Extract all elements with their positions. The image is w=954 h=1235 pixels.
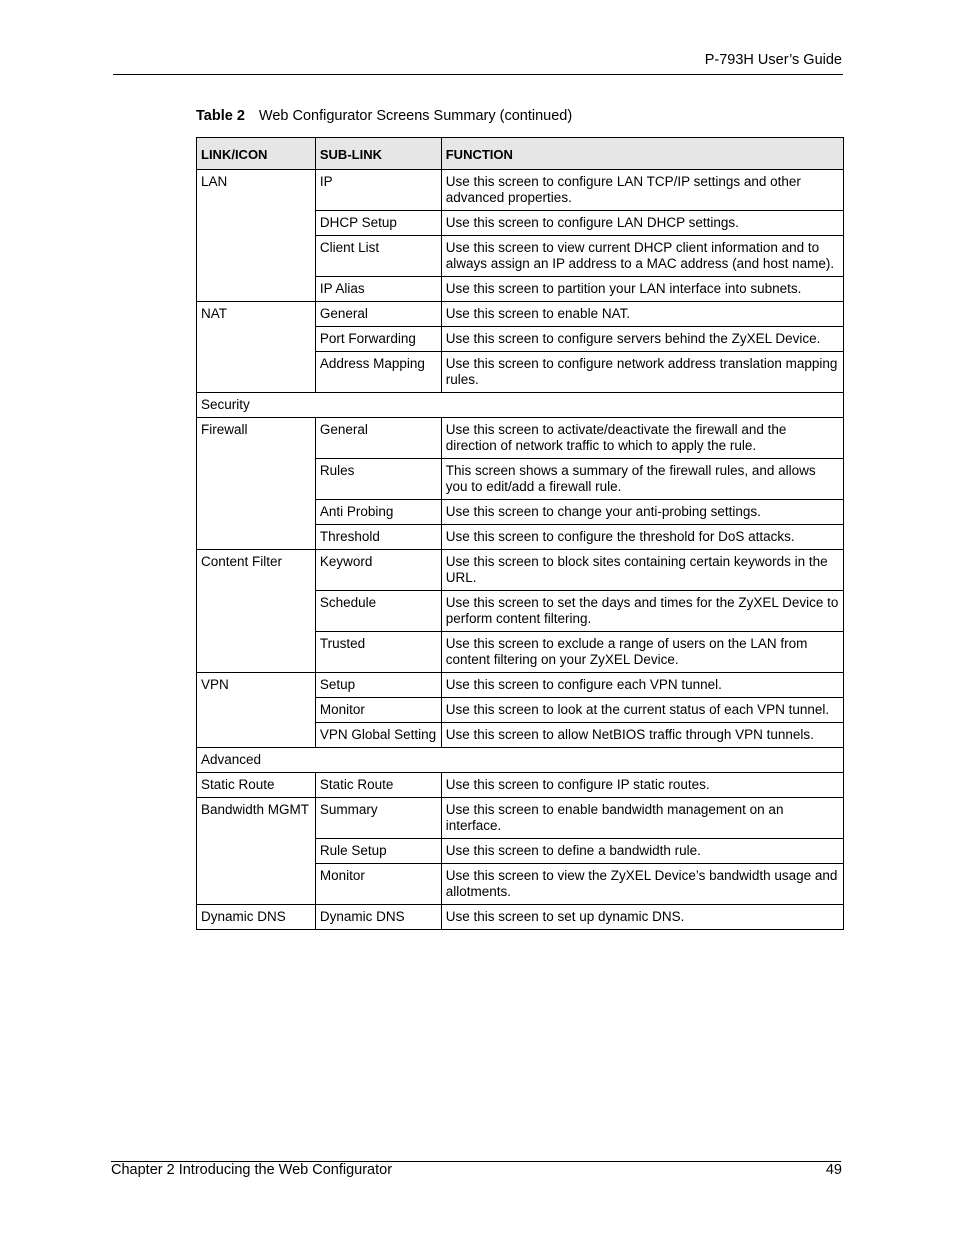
table-row <box>197 550 844 591</box>
column-header-function: FUNCTION <box>441 138 843 170</box>
table-row <box>197 302 844 327</box>
sub-link-cell: DHCP Setup <box>315 211 441 236</box>
sub-link-cell: Rules <box>315 459 441 500</box>
link-icon-cell: NAT <box>197 302 316 393</box>
section-row <box>197 748 844 773</box>
table-caption <box>196 108 572 124</box>
page-number: 49 <box>825 1162 842 1178</box>
sub-link-cell: Summary <box>315 798 441 839</box>
function-cell: Use this screen to exclude a range of users on the LAN from content filtering on your ZyXEL Device. <box>441 632 843 673</box>
sub-link-cell: Threshold <box>315 525 441 550</box>
function-cell: Use this screen to look at the current status of each VPN tunnel. <box>441 698 843 723</box>
function-cell: Use this screen to view current DHCP client information and to always assign an IP address to a MAC address (and host name). <box>441 236 843 277</box>
function-cell: Use this screen to block sites containing certain keywords in the URL. <box>441 550 843 591</box>
function-cell: Use this screen to enable bandwidth management on an interface. <box>441 798 843 839</box>
function-cell: Use this screen to allow NetBIOS traffic through VPN tunnels. <box>441 723 843 748</box>
screens-summary-table <box>196 137 844 930</box>
function-cell: Use this screen to change your anti-probing settings. <box>441 500 843 525</box>
link-icon-cell: Content Filter <box>197 550 316 673</box>
sub-link-cell: Client List <box>315 236 441 277</box>
footer-chapter: Chapter 2 Introducing the Web Configurator <box>111 1162 393 1178</box>
function-cell: Use this screen to enable NAT. <box>441 302 843 327</box>
sub-link-cell: Setup <box>315 673 441 698</box>
section-label: Advanced <box>197 748 844 773</box>
table-header-row <box>197 138 844 170</box>
table-caption-text: Web Configurator Screens Summary (continued) <box>258 108 573 124</box>
sub-link-cell: VPN Global Setting <box>315 723 441 748</box>
sub-link-cell: Trusted <box>315 632 441 673</box>
function-cell: Use this screen to configure LAN DHCP settings. <box>441 211 843 236</box>
table-caption-label: Table 2 <box>196 108 245 124</box>
section-label: Security <box>197 393 844 418</box>
table-row <box>197 773 844 798</box>
sub-link-cell: Schedule <box>315 591 441 632</box>
table-row <box>197 170 844 211</box>
column-header-sub-link: SUB-LINK <box>315 138 441 170</box>
function-cell: Use this screen to configure IP static routes. <box>441 773 843 798</box>
link-icon-cell: Bandwidth MGMT <box>197 798 316 905</box>
function-cell: Use this screen to view the ZyXEL Device’s bandwidth usage and allotments. <box>441 864 843 905</box>
sub-link-cell: Port Forwarding <box>315 327 441 352</box>
table-row <box>197 798 844 839</box>
function-cell: Use this screen to partition your LAN interface into subnets. <box>441 277 843 302</box>
link-icon-cell: LAN <box>197 170 316 302</box>
function-cell: Use this screen to define a bandwidth rule. <box>441 839 843 864</box>
column-header-link-icon: LINK/ICON <box>197 138 316 170</box>
function-cell: Use this screen to set the days and times for the ZyXEL Device to perform content filtering. <box>441 591 843 632</box>
function-cell: Use this screen to configure network address translation mapping rules. <box>441 352 843 393</box>
sub-link-cell: IP Alias <box>315 277 441 302</box>
sub-link-cell: Monitor <box>315 698 441 723</box>
sub-link-cell: Address Mapping <box>315 352 441 393</box>
table-row <box>197 673 844 698</box>
table-row <box>197 905 844 930</box>
link-icon-cell: Firewall <box>197 418 316 550</box>
sub-link-cell: IP <box>315 170 441 211</box>
table-body <box>197 170 844 930</box>
function-cell: Use this screen to set up dynamic DNS. <box>441 905 843 930</box>
function-cell: Use this screen to configure servers behind the ZyXEL Device. <box>441 327 843 352</box>
sub-link-cell: General <box>315 302 441 327</box>
sub-link-cell: Dynamic DNS <box>315 905 441 930</box>
sub-link-cell: General <box>315 418 441 459</box>
link-icon-cell: Static Route <box>197 773 316 798</box>
sub-link-cell: Anti Probing <box>315 500 441 525</box>
sub-link-cell: Monitor <box>315 864 441 905</box>
sub-link-cell: Static Route <box>315 773 441 798</box>
sub-link-cell: Rule Setup <box>315 839 441 864</box>
header-rule <box>113 74 843 75</box>
link-icon-cell: Dynamic DNS <box>197 905 316 930</box>
sub-link-cell: Keyword <box>315 550 441 591</box>
function-cell: Use this screen to configure LAN TCP/IP settings and other advanced properties. <box>441 170 843 211</box>
link-icon-cell: VPN <box>197 673 316 748</box>
function-cell: Use this screen to configure the threshold for DoS attacks. <box>441 525 843 550</box>
table-row <box>197 418 844 459</box>
function-cell: Use this screen to activate/deactivate the firewall and the direction of network traffic to which to apply the rule. <box>441 418 843 459</box>
function-cell: Use this screen to configure each VPN tunnel. <box>441 673 843 698</box>
running-header-title: P-793H User’s Guide <box>704 52 842 68</box>
section-row <box>197 393 844 418</box>
function-cell: This screen shows a summary of the firewall rules, and allows you to edit/add a firewall rule. <box>441 459 843 500</box>
